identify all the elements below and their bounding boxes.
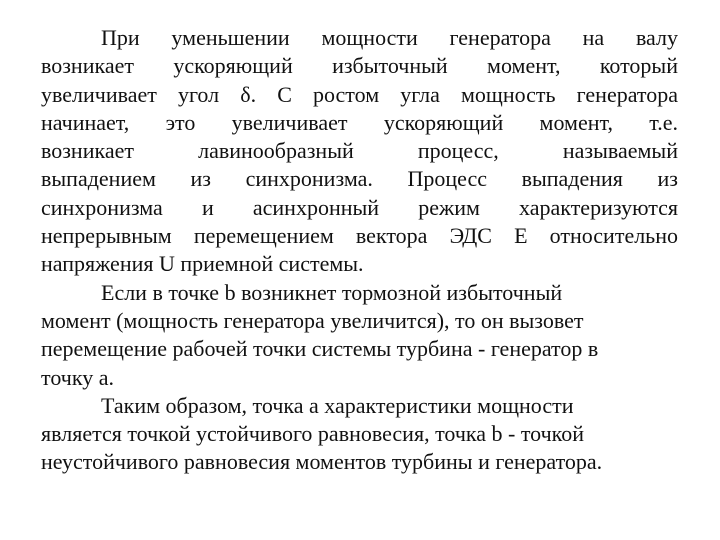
text-line: момент (мощность генератора увеличится), то он вызовет [41, 307, 584, 333]
text-line: возникает лавинообразный процесс, называемый [41, 138, 678, 164]
text-line: напряжения U приемной системы. [41, 251, 364, 277]
text-line: выпадением из синхронизма. Процесс выпадения из [41, 166, 678, 192]
text-line: является точкой устойчивого равновесия, точка b - точкой [41, 421, 585, 447]
paragraph-2 [41, 279, 678, 392]
text-line: синхронизма и асинхронный режим характеризуются [41, 194, 678, 220]
text-line: неустойчивого равновесия моментов турбины и генератора. [41, 449, 603, 475]
text-line: перемещение рабочей точки системы турбина - генератор в [41, 336, 599, 362]
text-line: непрерывным перемещением вектора ЭДС Е относительно [41, 223, 678, 249]
text-line: точку а. [41, 364, 114, 390]
document-body [41, 24, 678, 477]
paragraph-1 [41, 24, 678, 279]
text-line: Если в точке b возникнет тормозной избыточный [101, 279, 563, 305]
paragraph-3 [41, 392, 678, 477]
text-line: Таким образом, точка а характеристики мощности [101, 392, 574, 418]
text-line: возникает ускоряющий избыточный момент, который [41, 53, 678, 79]
text-line: начинает, это увеличивает ускоряющий момент, т.е. [41, 109, 678, 135]
text-line: увеличивает угол δ. С ростом угла мощность генератора [41, 81, 678, 107]
text-line: При уменьшении мощности генератора на валу [101, 25, 678, 50]
